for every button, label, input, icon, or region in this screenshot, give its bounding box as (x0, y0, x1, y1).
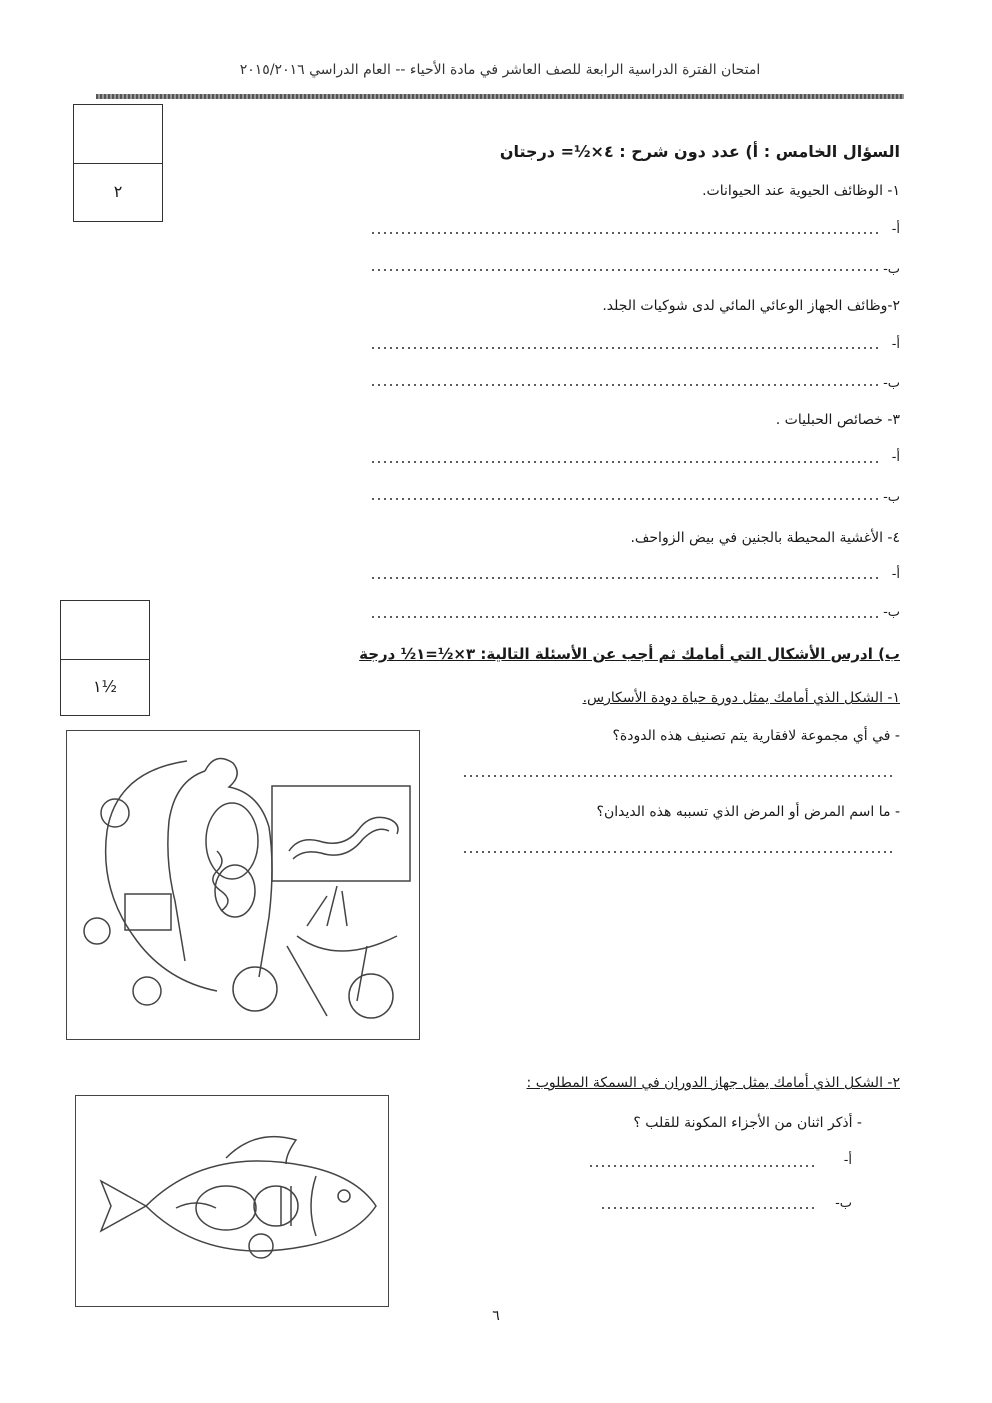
fig2-caption: ٢- الشكل الذي أمامك يمثل جهاز الدوران في السمكة المطلوب : (526, 1075, 900, 1091)
item-2-answer-b[interactable] (370, 384, 878, 386)
score-value-section-b: ١½ (92, 677, 118, 696)
fig1-caption: ١- الشكل الذي أمامك يمثل دورة حياة دودة الأسكارس. (582, 690, 900, 706)
fig1-question-2: - ما اسم المرض أو المرض الذي تسببه هذه الديدان؟ (596, 804, 900, 820)
fig1-answer-2[interactable] (462, 851, 892, 853)
item-3-answer-a[interactable] (370, 461, 878, 463)
ascaris-lifecycle-figure (66, 730, 420, 1040)
fig1-answer-1[interactable] (462, 775, 892, 777)
item-4-answer-a[interactable] (370, 577, 878, 579)
item-1-text: ١- الوظائف الحيوية عند الحيوانات. (702, 183, 900, 199)
fish-drawing (76, 1096, 388, 1306)
item-4-answer-b[interactable] (370, 616, 878, 618)
item-2-answer-a[interactable] (370, 347, 878, 349)
score-box-section-b (60, 600, 150, 716)
item-1-line-a-label: أ- (891, 222, 900, 237)
section-a-title: السؤال الخامس : أ) عدد دون شرح : ٤×½= درجتان (499, 142, 900, 161)
score-box-section-a (73, 104, 163, 222)
item-3-line-b-label: ب- (883, 490, 900, 505)
fig1-question-1: - في أي مجموعة لافقارية يتم تصنيف هذه الدودة؟ (612, 728, 900, 744)
header-divider (96, 94, 904, 99)
fig2-line-b-label: ب- (835, 1196, 852, 1211)
fig2-line-a-label: أ- (843, 1153, 852, 1168)
item-2-line-b-label: ب- (883, 376, 900, 391)
exam-header-title: امتحان الفترة الدراسية الرابعة للصف العاشر في مادة الأحياء -- العام الدراسي ٢٠١٥/٢٠١٦ (239, 62, 761, 78)
item-4-line-a-label: أ- (891, 567, 900, 582)
page-number: ٦ (492, 1308, 500, 1324)
item-3-text: ٣- خصائص الحبليات . (775, 412, 900, 428)
item-1-answer-a[interactable] (370, 232, 878, 234)
item-3-line-a-label: أ- (891, 450, 900, 465)
item-3-answer-b[interactable] (370, 498, 878, 500)
score-value-section-a: ٢ (113, 182, 123, 201)
fig2-answer-b[interactable] (600, 1207, 816, 1209)
fish-circulatory-figure (75, 1095, 389, 1307)
item-2-text: ٢-وظائف الجهاز الوعائي المائي لدى شوكيات الجلد. (602, 298, 900, 314)
section-b-title: ب) ادرس الأشكال التي أمامك ثم أجب عن الأسئلة التالية: ٣×½=١½ درجة (359, 645, 900, 663)
item-4-text: ٤- الأغشية المحيطة بالجنين في بيض الزواحف. (630, 530, 900, 546)
ascaris-lifecycle-drawing (67, 731, 419, 1039)
item-1-answer-b[interactable] (370, 269, 878, 271)
item-1-line-b-label: ب- (883, 262, 900, 277)
fig2-question-1: - أذكر اثنان من الأجزاء المكونة للقلب ؟ (633, 1115, 862, 1131)
fig2-answer-a[interactable] (588, 1165, 816, 1167)
item-4-line-b-label: ب- (883, 605, 900, 620)
item-2-line-a-label: أ- (891, 337, 900, 352)
